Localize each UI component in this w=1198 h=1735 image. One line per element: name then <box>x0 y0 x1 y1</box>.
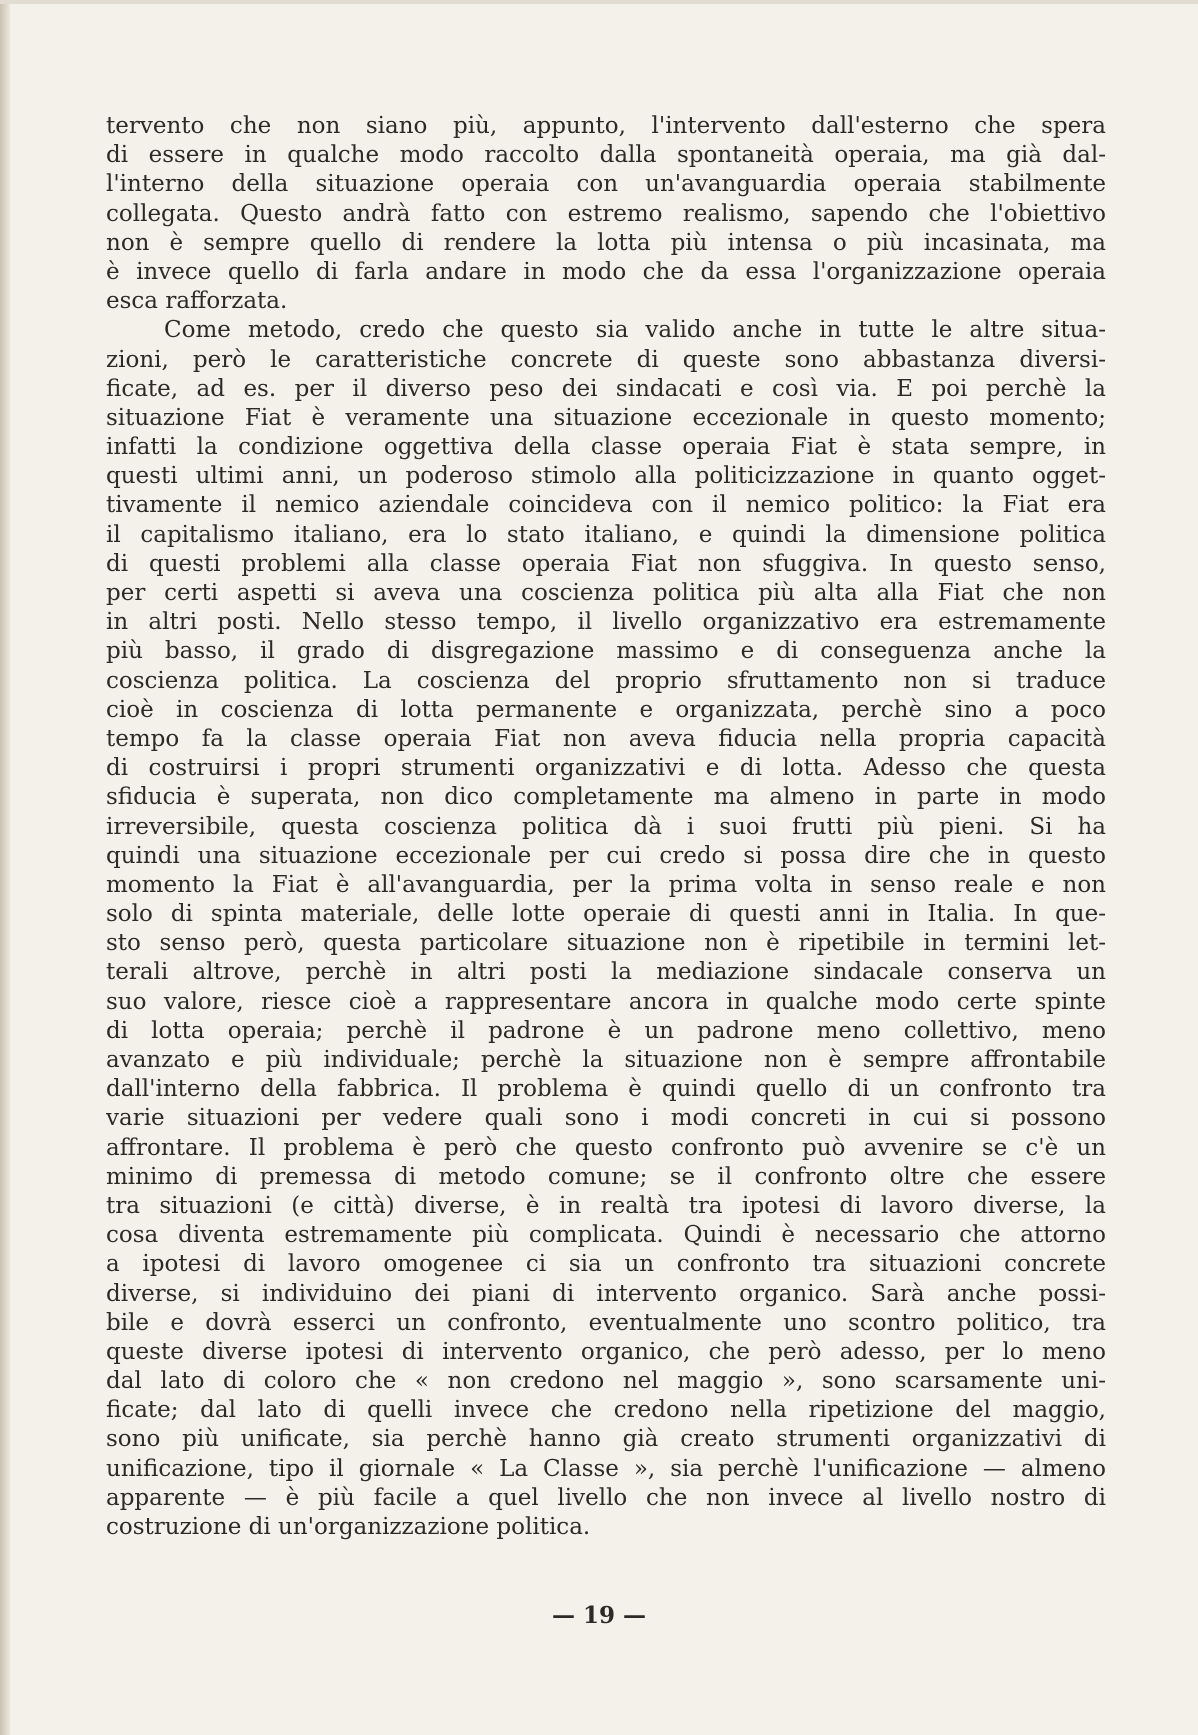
text-line: di questi problemi alla classe operaia Fiat non sfuggiva. In questo senso, <box>106 550 1106 577</box>
text-line: collegata. Questo andrà fatto con estremo realismo, sapendo che l'obiettivo <box>106 200 1106 227</box>
text-line: l'interno della situazione operaia con un'avanguardia operaia stabilmente <box>106 171 1106 198</box>
text-line: il capitalismo italiano, era lo stato italiano, e quindi la dimensione politica <box>106 521 1106 548</box>
text-line: quindi una situazione eccezionale per cui credo si possa dire che in questo <box>106 842 1106 869</box>
text-line: a ipotesi di lavoro omogenee ci sia un confronto tra situazioni concrete <box>106 1251 1106 1278</box>
text-line: sfiducia è superata, non dico completamente ma almeno in parte in modo <box>106 784 1106 811</box>
text-line: dal lato di coloro che « non credono nel maggio », sono scarsamente uni- <box>106 1368 1106 1395</box>
text-line: affrontare. Il problema è però che questo confronto può avvenire se c'è un <box>106 1134 1106 1161</box>
text-line: varie situazioni per vedere quali sono i modi concreti in cui si possono <box>106 1105 1106 1132</box>
text-line: tra situazioni (e città) diverse, è in realtà tra ipotesi di lavoro diverse, la <box>106 1192 1106 1219</box>
text-line: avanzato e più individuale; perchè la situazione non è sempre affrontabile <box>106 1047 1106 1073</box>
text-line: zioni, però le caratteristiche concrete di queste sono abbastanza diversi- <box>106 346 1106 373</box>
text-line: in altri posti. Nello stesso tempo, il livello organizzativo era estremamente <box>106 609 1106 636</box>
text-line: Come metodo, credo che questo sia valido anche in tutte le altre situa- <box>164 317 1106 344</box>
text-line: sto senso però, questa particolare situazione non è ripetibile in termini let- <box>106 930 1106 957</box>
text-line: più basso, il grado di disgregazione massimo e di conseguenza anche la <box>106 638 1106 665</box>
body-text <box>106 112 1106 1542</box>
text-line: tivamente il nemico aziendale coincideva con il nemico politico: la Fiat era <box>106 492 1106 519</box>
text-line: diverse, si individuino dei piani di intervento organico. Sarà anche possi- <box>106 1280 1106 1307</box>
text-line: irreversibile, questa coscienza politica dà i suoi frutti più pieni. Si ha <box>106 813 1106 840</box>
text-line: solo di spinta materiale, delle lotte operaie di questi anni in Italia. In que- <box>106 901 1106 928</box>
text-line: terali altrove, perchè in altri posti la mediazione sindacale conserva un <box>106 959 1106 986</box>
text-line: cioè in coscienza di lotta permanente e organizzata, perchè sino a poco <box>106 696 1106 723</box>
text-line: apparente — è più facile a quel livello che non invece al livello nostro di <box>106 1484 1106 1511</box>
text-line: suo valore, riesce cioè a rappresentare ancora in qualche modo certe spinte <box>106 988 1106 1015</box>
text-line: ficate; dal lato di quelli invece che credono nella ripetizione del maggio, <box>106 1397 1106 1424</box>
text-line: bile e dovrà esserci un confronto, eventualmente uno scontro politico, tra <box>106 1309 1106 1336</box>
page-spine-shadow <box>0 0 10 1735</box>
text-line: tervento che non siano più, appunto, l'intervento dall'esterno che spera <box>106 113 1106 139</box>
page-number: — 19 — <box>551 1602 647 1629</box>
text-line: esca rafforzata. <box>106 288 288 315</box>
text-line: di costruirsi i propri strumenti organizzativi e di lotta. Adesso che questa <box>106 755 1106 782</box>
text-line: momento la Fiat è all'avanguardia, per la prima volta in senso reale e non <box>106 871 1106 898</box>
text-line: situazione Fiat è veramente una situazione eccezionale in questo momento; <box>106 404 1106 431</box>
text-line: non è sempre quello di rendere la lotta più intensa o più incasinata, ma <box>106 229 1106 256</box>
paragraph-1 <box>106 112 1106 316</box>
text-line: sono più unificate, sia perchè hanno già creato strumenti organizzativi di <box>106 1426 1106 1453</box>
text-line: unificazione, tipo il giornale « La Classe », sia perchè l'unificazione — almeno <box>106 1455 1106 1482</box>
text-line: questi ultimi anni, un poderoso stimolo alla politicizzazione in quanto ogget- <box>106 463 1106 490</box>
text-line: queste diverse ipotesi di intervento organico, che però adesso, per lo meno <box>106 1338 1106 1365</box>
text-line: infatti la condizione oggettiva della classe operaia Fiat è stata sempre, in <box>106 434 1106 461</box>
text-line: di lotta operaia; perchè il padrone è un padrone meno collettivo, meno <box>106 1017 1106 1044</box>
text-line: per certi aspetti si aveva una coscienza politica più alta alla Fiat che non <box>106 580 1106 606</box>
text-line: ficate, ad es. per il diverso peso dei sindacati e così via. E poi perchè la <box>106 375 1106 402</box>
text-line: coscienza politica. La coscienza del proprio sfruttamento non si traduce <box>106 667 1106 694</box>
paragraph-2 <box>106 316 1106 1542</box>
text-line: minimo di premessa di metodo comune; se il confronto oltre che essere <box>106 1163 1106 1190</box>
text-line: dall'interno della fabbrica. Il problema è quindi quello di un confronto tra <box>106 1076 1106 1103</box>
page-top-edge <box>0 0 1198 4</box>
text-line: tempo fa la classe operaia Fiat non aveva fiducia nella propria capacità <box>106 725 1106 752</box>
text-line: costruzione di un'organizzazione politica. <box>106 1514 591 1540</box>
text-line: cosa diventa estremamente più complicata. Quindi è necessario che attorno <box>106 1222 1106 1249</box>
text-line: è invece quello di farla andare in modo che da essa l'organizzazione operaia <box>106 258 1106 285</box>
text-line: di essere in qualche modo raccolto dalla spontaneità operaia, ma già dal- <box>106 142 1106 169</box>
